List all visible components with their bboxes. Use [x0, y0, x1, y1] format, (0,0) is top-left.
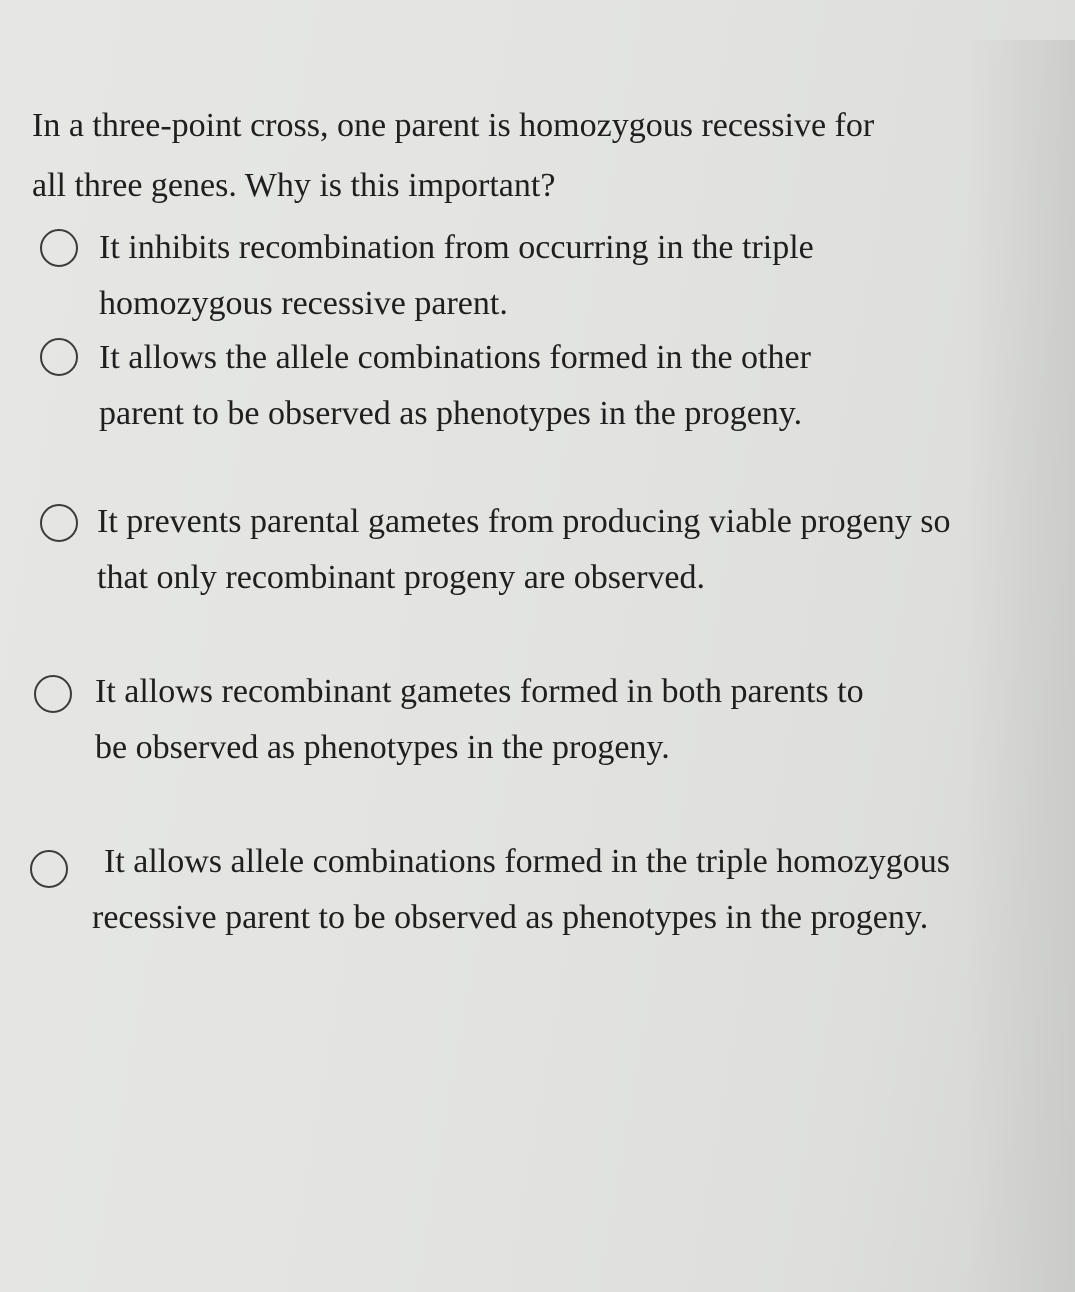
radio-button-icon[interactable] [40, 338, 78, 376]
answer-option-label[interactable]: It allows recombinant gametes formed in both parents to be observed as phenotypes in the progeny. [95, 673, 864, 766]
radio-button-icon[interactable] [30, 850, 68, 888]
answer-option-label[interactable]: It allows the allele combinations formed in the other parent to be observed as phenotypes in the progeny. [99, 339, 811, 432]
radio-button-icon[interactable] [34, 675, 72, 713]
page-edge-shadow [965, 40, 1075, 1292]
answer-option-label[interactable]: It inhibits recombination from occurring in the triple homozygous recessive parent. [99, 229, 814, 322]
radio-button-icon[interactable] [40, 229, 78, 267]
answer-option-label[interactable]: It allows allele combinations formed in the triple homozygous recessive parent to be observed as phenotypes in the progeny. [92, 843, 951, 936]
question-text: In a three-point cross, one parent is homozygous recessive for all three genes. Why is this important? [32, 107, 875, 204]
radio-button-icon[interactable] [40, 504, 78, 542]
answer-option-label[interactable]: It prevents parental gametes from producing viable progeny so that only recombinant progeny are observed. [97, 503, 951, 596]
